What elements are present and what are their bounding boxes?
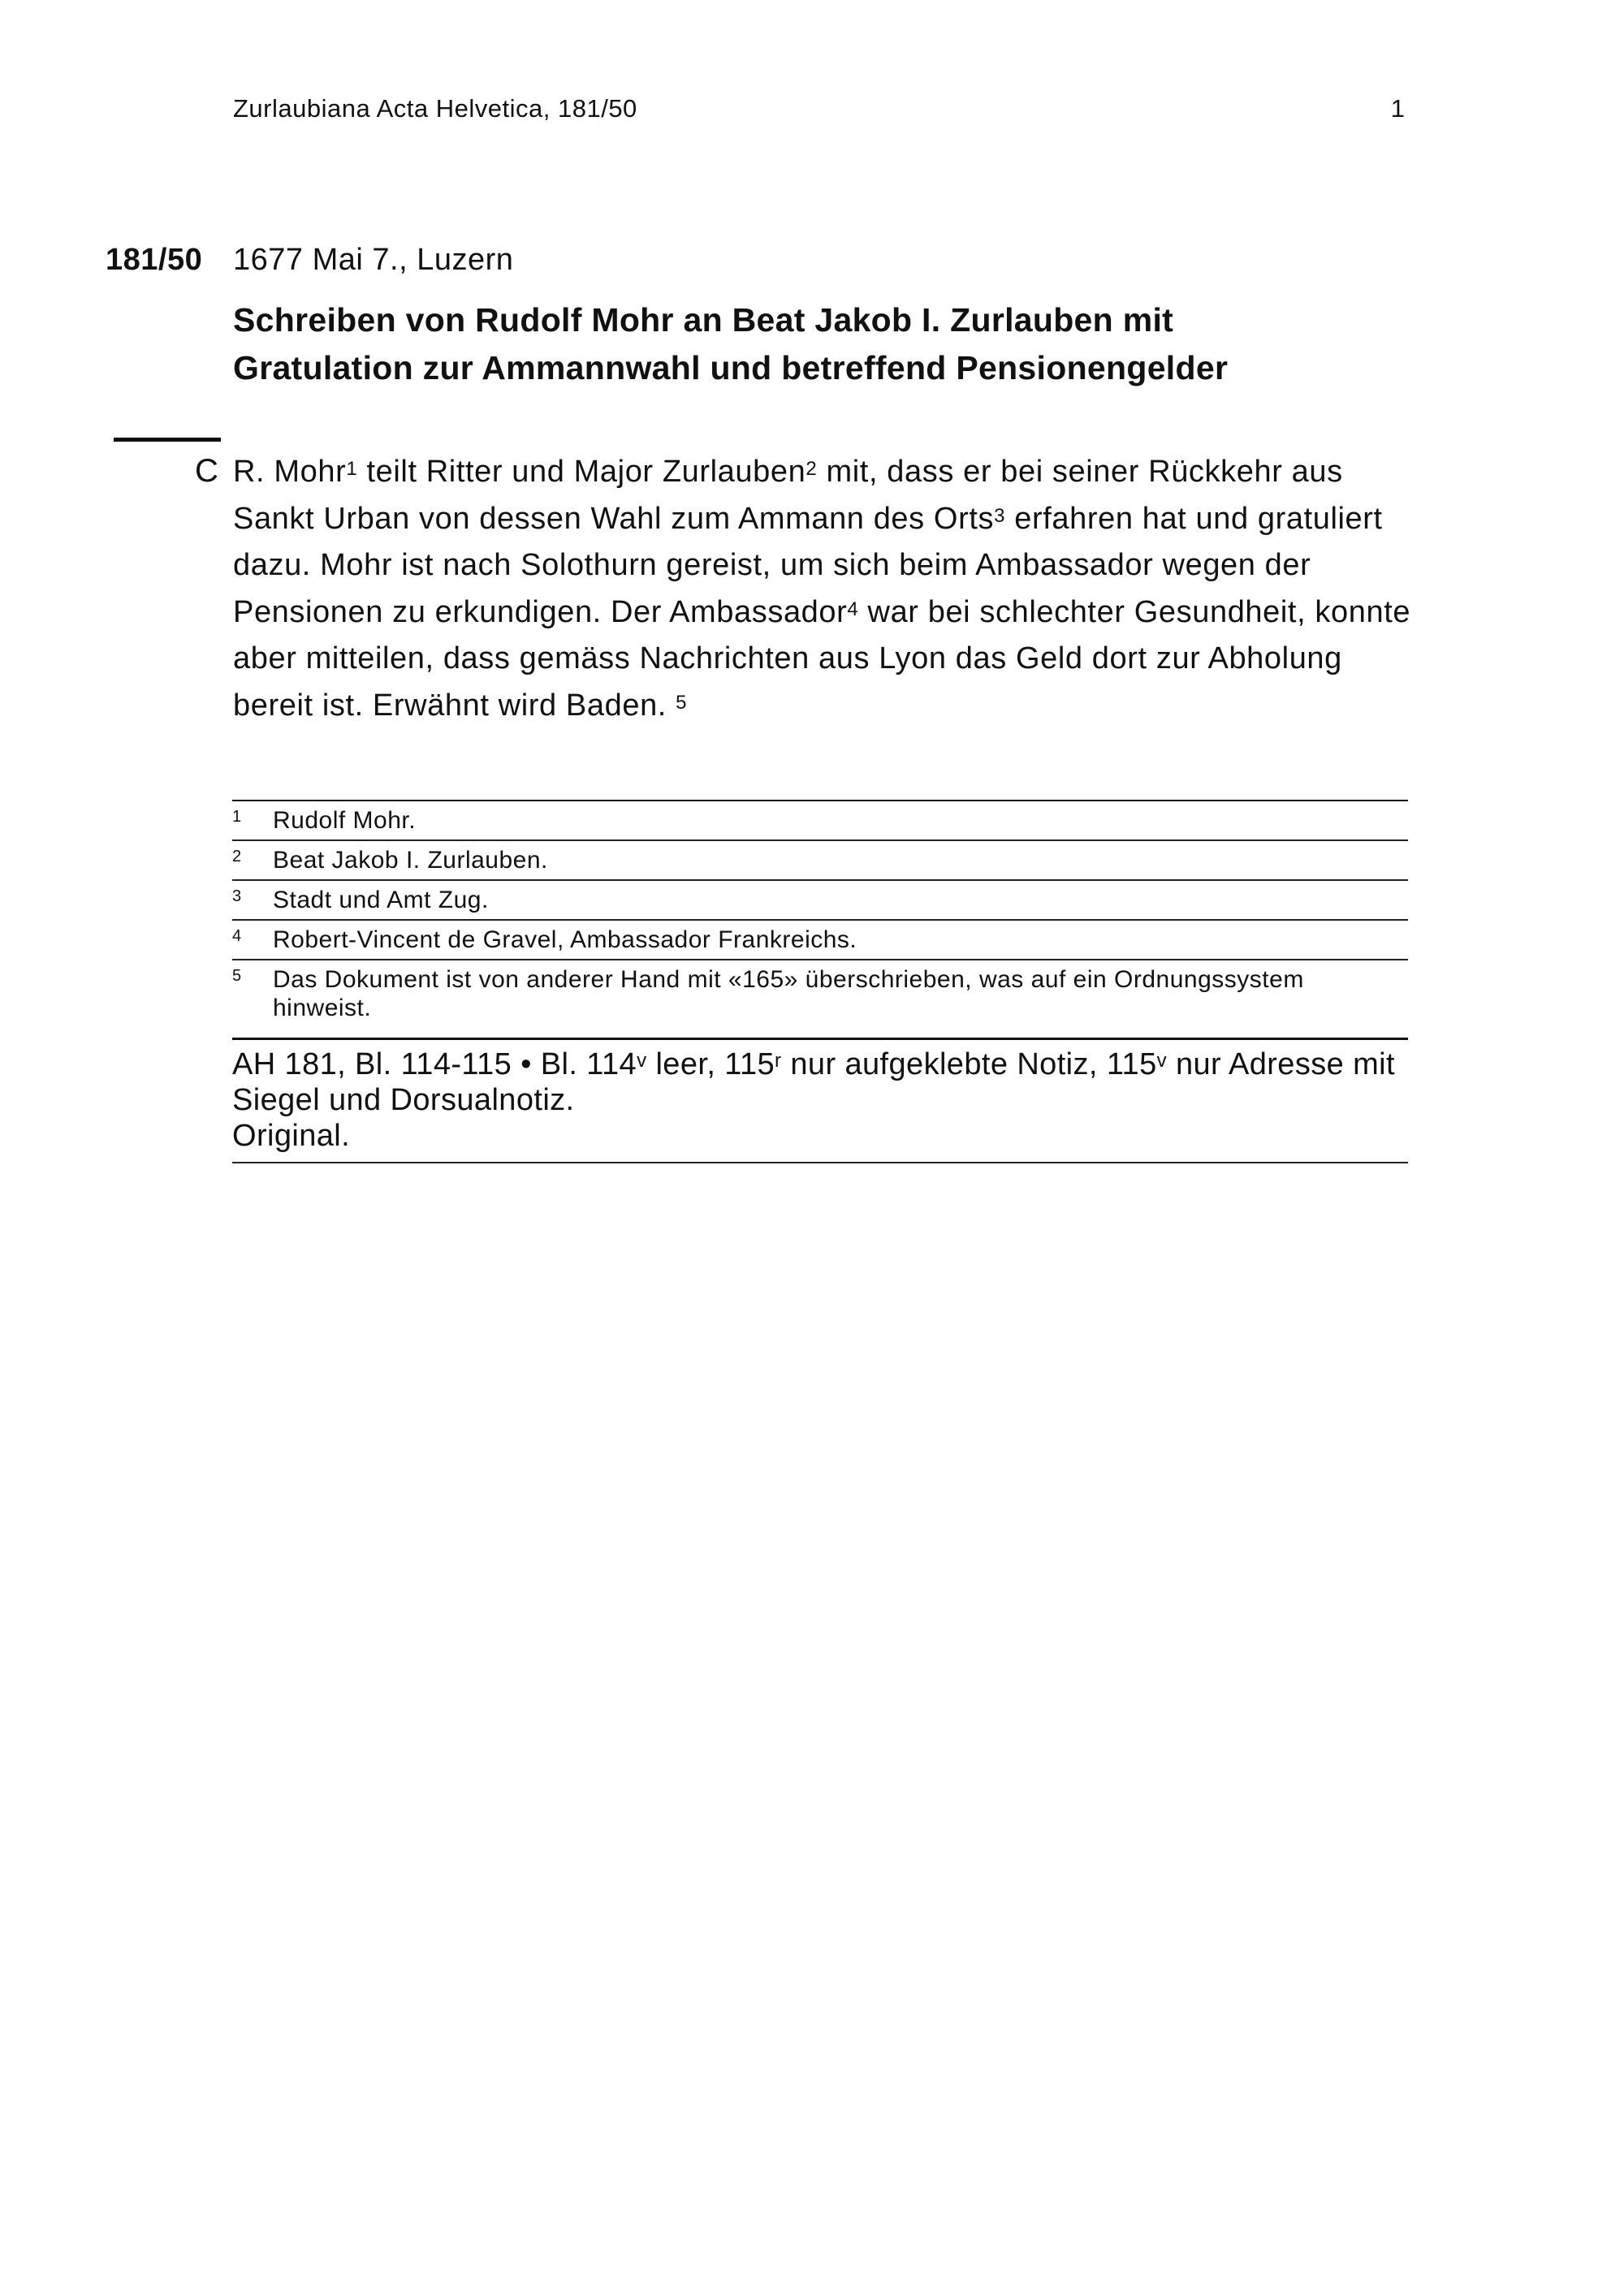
footnote-text: Das Dokument ist von anderer Hand mit «165» überschrieben, was auf ein Ordnungssystem hinweist. bbox=[273, 966, 1304, 1021]
footnote-ref: 2 bbox=[806, 458, 818, 480]
source-text: nur aufgeklebte Notiz, 115 bbox=[781, 1047, 1157, 1081]
footnote-mark: 1 bbox=[232, 808, 242, 826]
source-text: leer, 115 bbox=[646, 1047, 775, 1081]
summary-text: mit, dass er bei seiner Rückkehr aus Sankt Urban von dessen Wahl zum Ammann des Orts bbox=[233, 455, 1343, 536]
source-text: nur Adresse mit Siegel und Dorsualnotiz. bbox=[232, 1047, 1395, 1117]
footnote-mark: 2 bbox=[232, 848, 242, 865]
source-reference bbox=[232, 1047, 1408, 1118]
summary-text bbox=[357, 455, 366, 489]
folio-side: r bbox=[775, 1050, 782, 1072]
folio-side: v bbox=[637, 1050, 647, 1072]
footnote-ref: 5 bbox=[676, 691, 688, 714]
footnote-ref: 3 bbox=[994, 504, 1006, 527]
summary-text: war bei schlechter Gesundheit, konnte aber mitteilen, dass gemäss Nachrichten aus Lyon das Geld dort zur Abholung bereit ist. Erwähnt wird Baden. bbox=[233, 594, 1411, 723]
footnote-mark: 5 bbox=[232, 967, 242, 985]
footnote-text: Stadt und Amt Zug. bbox=[273, 887, 489, 913]
running-header: Zurlaubiana Acta Helvetica, 181/50 bbox=[233, 94, 637, 123]
document-title-line-2: Gratulation zur Ammannwahl und betreffend Pensionengelder bbox=[233, 349, 1229, 386]
footnote-text: Rudolf Mohr. bbox=[273, 807, 417, 834]
margin-rule bbox=[114, 438, 221, 442]
page-number: 1 bbox=[1390, 94, 1405, 123]
footnote bbox=[232, 839, 1408, 879]
document-title bbox=[233, 296, 1410, 392]
summary-paragraph bbox=[233, 449, 1419, 729]
footnote-ref: 4 bbox=[847, 598, 859, 620]
footnote bbox=[232, 800, 1408, 839]
document-title-line-1: Schreiben von Rudolf Mohr an Beat Jakob I. Zurlauben mit bbox=[233, 301, 1174, 339]
footnote bbox=[232, 879, 1408, 919]
footnote-ref: 1 bbox=[346, 458, 358, 480]
footnote bbox=[232, 959, 1408, 1027]
source-original: Original. bbox=[232, 1119, 351, 1153]
footnotes bbox=[232, 800, 1408, 1027]
document-number: 181/50 bbox=[106, 243, 203, 277]
summary-text: teilt Ritter und Major Zurlauben bbox=[366, 455, 806, 489]
margin-letter: C bbox=[195, 453, 218, 489]
summary-text: erfahren hat und gratuliert dazu. Mohr ist nach Solothurn gereist, um sich beim Ambassador wegen der Pensionen zu erkundigen. Der Ambassador bbox=[233, 501, 1383, 629]
footnote-mark: 3 bbox=[232, 887, 242, 905]
footnote-text: Beat Jakob I. Zurlauben. bbox=[273, 847, 548, 874]
footnote bbox=[232, 919, 1408, 959]
folio-side: v bbox=[1156, 1050, 1168, 1072]
source-note bbox=[232, 1038, 1408, 1163]
document-date-place: 1677 Mai 7., Luzern bbox=[233, 243, 514, 277]
summary-text: R. Mohr bbox=[233, 455, 347, 489]
footnote-mark: 4 bbox=[232, 927, 242, 945]
footnote-text: Robert-Vincent de Gravel, Ambassador Frankreichs. bbox=[273, 926, 857, 953]
source-text: AH 181, Bl. 114-115 • Bl. 114 bbox=[232, 1047, 637, 1081]
